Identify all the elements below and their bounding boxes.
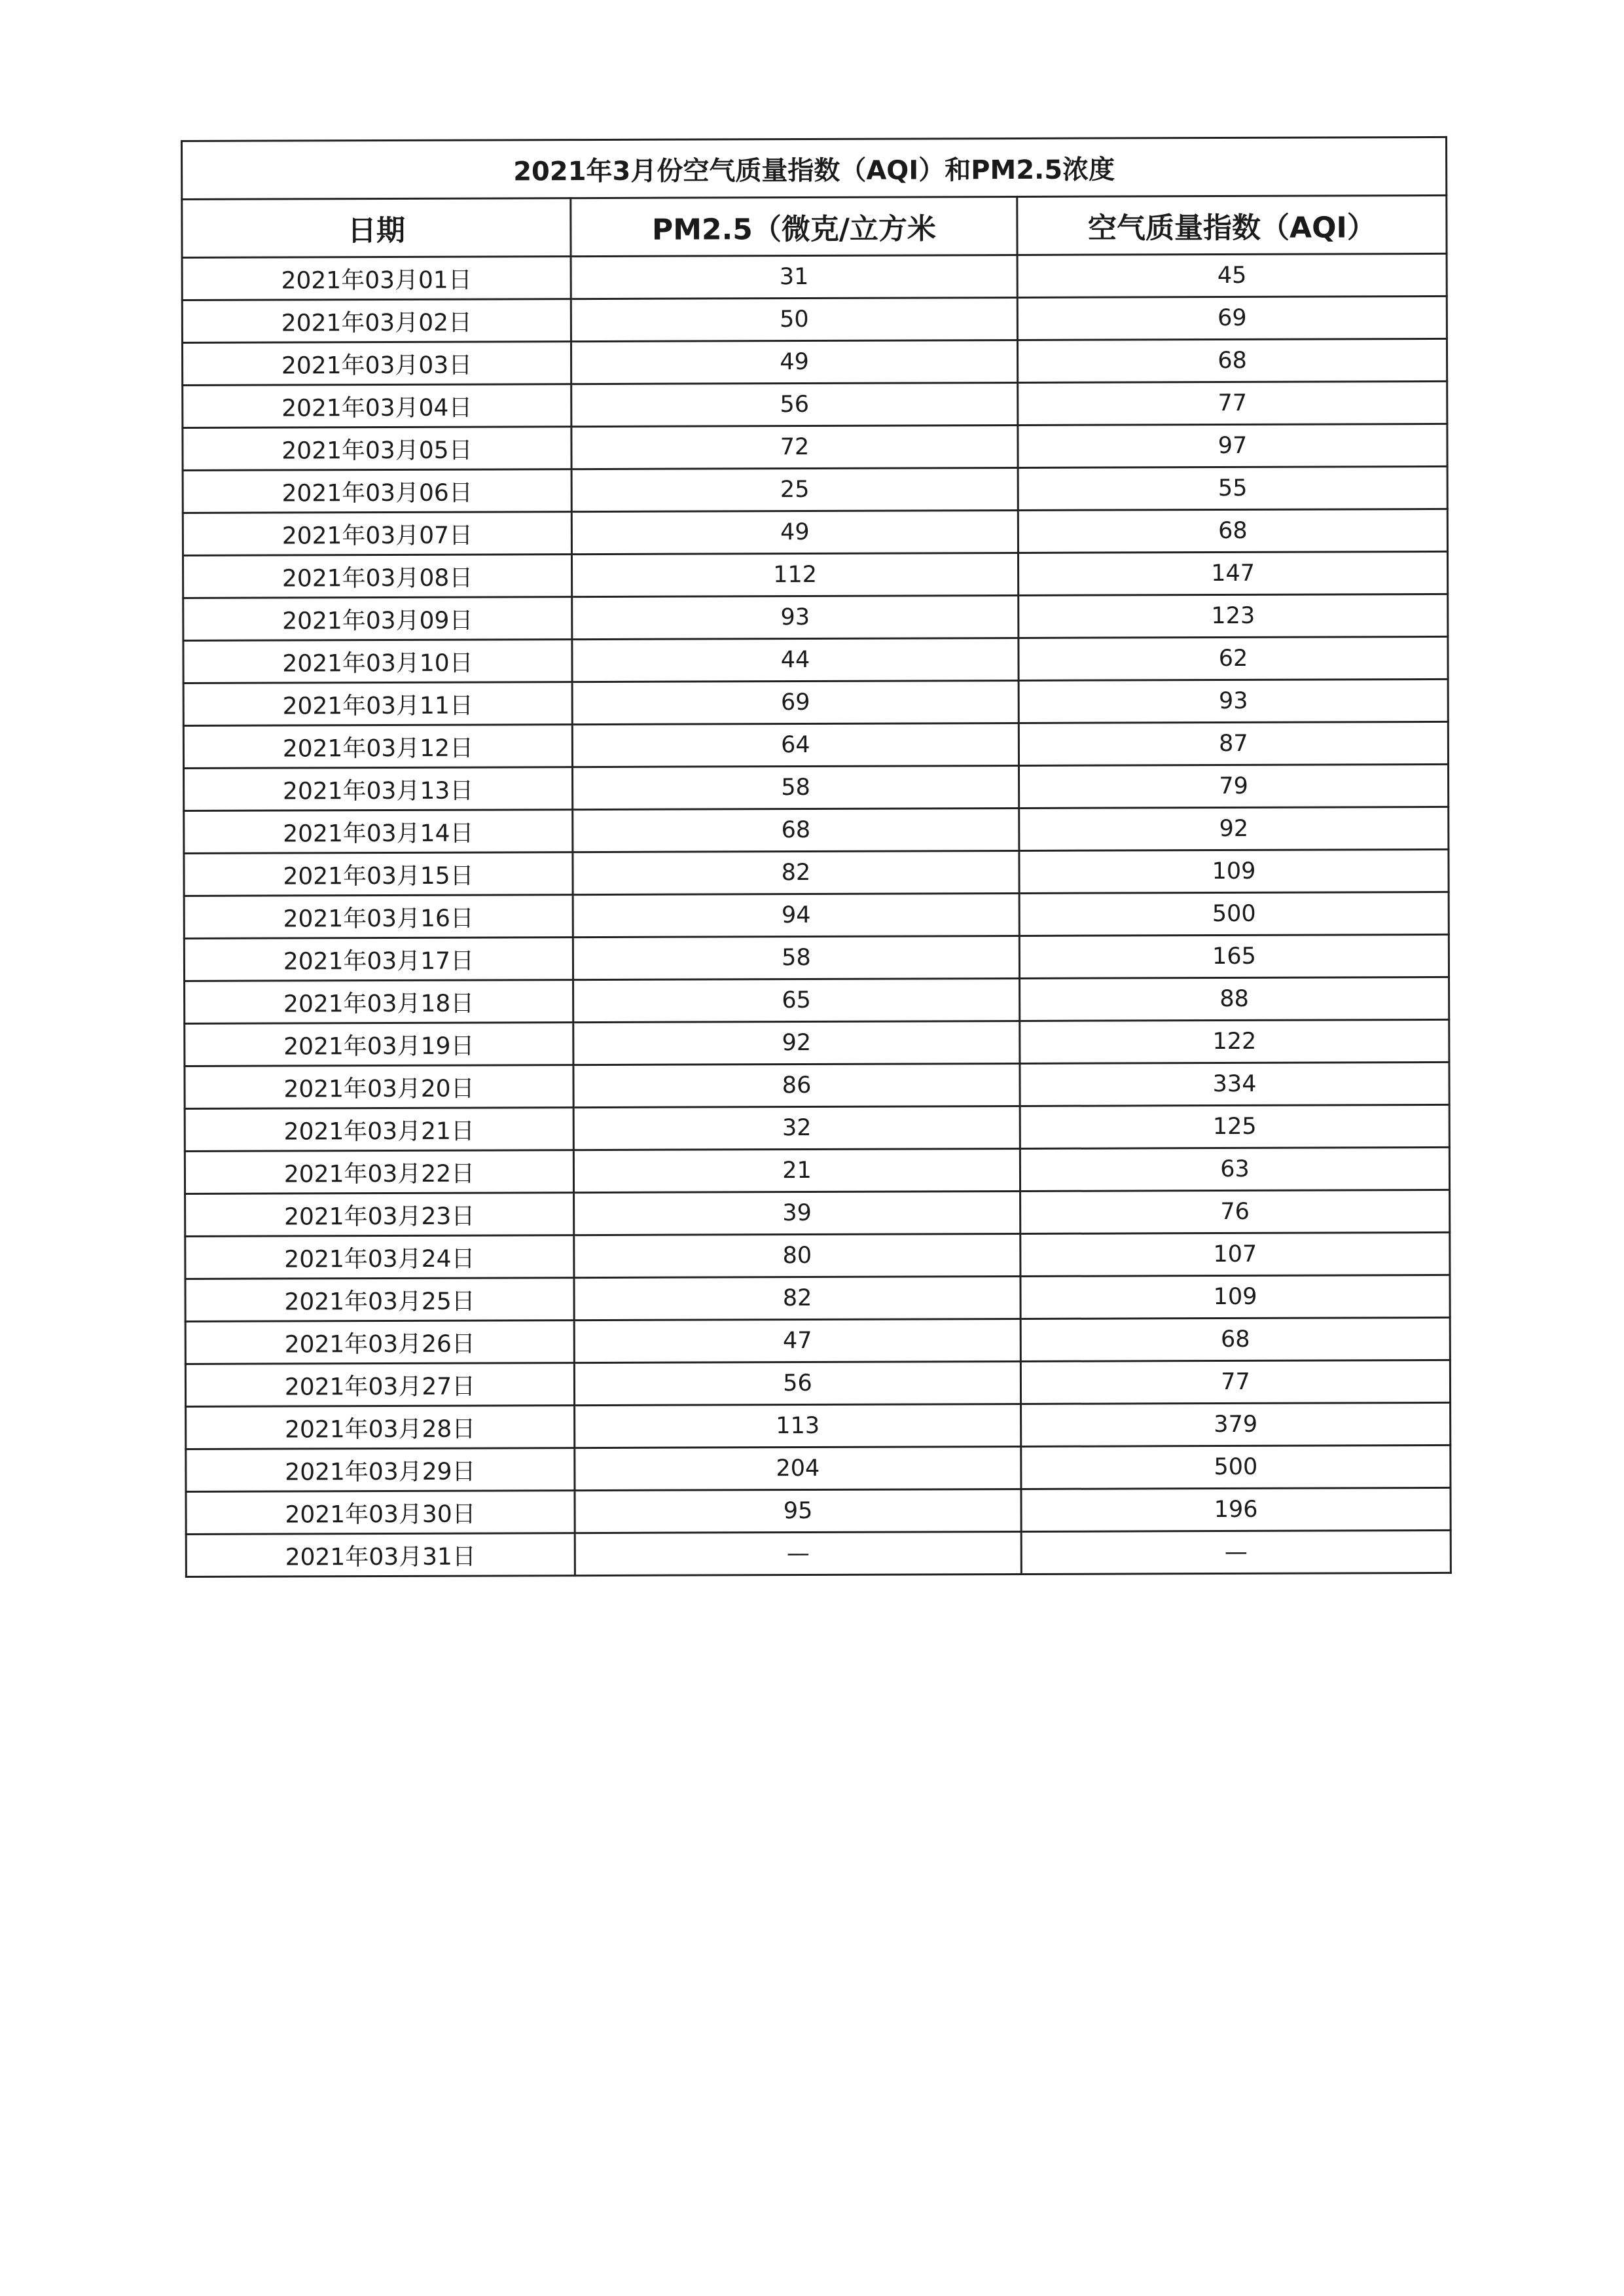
- date-cell: 2021年03月22日: [185, 1150, 573, 1194]
- document-sheet: [181, 136, 1450, 1578]
- pm25-cell: 69: [572, 680, 1019, 724]
- aqi-cell: 122: [1020, 1019, 1449, 1063]
- aqi-cell: 69: [1017, 296, 1447, 340]
- header-aqi: 空气质量指数（AQI）: [1017, 195, 1447, 255]
- pm25-cell: 82: [573, 850, 1019, 894]
- date-cell: 2021年03月30日: [186, 1491, 575, 1535]
- pm25-cell: 39: [574, 1191, 1020, 1235]
- pm25-cell: 58: [573, 765, 1019, 809]
- date-cell: 2021年03月21日: [185, 1108, 573, 1152]
- table-row: [186, 1530, 1451, 1576]
- pm25-cell: 92: [573, 1021, 1020, 1065]
- table-header-row: [182, 195, 1447, 257]
- table-row: [182, 253, 1447, 300]
- table-row: [183, 424, 1447, 470]
- date-cell: 2021年03月23日: [185, 1193, 574, 1237]
- aqi-cell: 125: [1020, 1104, 1449, 1148]
- date-cell: 2021年03月20日: [185, 1065, 573, 1109]
- date-cell: 2021年03月06日: [183, 469, 571, 513]
- table-row: [185, 1104, 1449, 1151]
- header-date: 日期: [182, 198, 571, 258]
- pm25-cell: 58: [573, 936, 1019, 979]
- date-cell: 2021年03月18日: [185, 980, 573, 1024]
- aqi-cell: 97: [1018, 424, 1447, 467]
- table-row: [183, 594, 1448, 640]
- aqi-cell: 123: [1019, 594, 1448, 638]
- pm25-cell: 65: [573, 978, 1020, 1022]
- table-row: [185, 977, 1449, 1023]
- aqi-cell: 76: [1020, 1190, 1450, 1233]
- date-cell: 2021年03月08日: [183, 555, 571, 598]
- aqi-cell: 334: [1020, 1062, 1449, 1106]
- aqi-cell: 68: [1018, 509, 1447, 553]
- table-row: [183, 679, 1448, 725]
- table-row: [185, 1147, 1449, 1194]
- table-row: [183, 509, 1447, 555]
- pm25-cell: 50: [571, 297, 1017, 341]
- pm25-cell: 49: [571, 340, 1017, 384]
- aqi-cell: 87: [1019, 721, 1448, 765]
- date-cell: 2021年03月15日: [184, 852, 573, 896]
- date-cell: 2021年03月13日: [184, 767, 573, 811]
- date-cell: 2021年03月19日: [185, 1023, 573, 1066]
- date-cell: 2021年03月27日: [185, 1363, 574, 1407]
- aqi-cell: 109: [1019, 849, 1449, 893]
- aqi-cell: 63: [1020, 1147, 1449, 1191]
- aqi-cell: 379: [1021, 1402, 1451, 1446]
- table-row: [185, 1360, 1450, 1406]
- table-row: [184, 764, 1449, 811]
- pm25-cell: 56: [571, 382, 1018, 426]
- pm25-cell: 80: [574, 1233, 1020, 1277]
- pm25-cell: 44: [572, 638, 1019, 682]
- table-row: [183, 721, 1448, 768]
- pm25-cell: 47: [574, 1319, 1020, 1362]
- aqi-cell: 88: [1020, 977, 1449, 1021]
- aqi-cell: 45: [1017, 253, 1447, 297]
- aqi-cell: 109: [1020, 1275, 1450, 1319]
- table-title: 2021年3月份空气质量指数（AQI）和PM2.5浓度: [182, 137, 1447, 199]
- aqi-cell: 165: [1019, 934, 1449, 978]
- date-cell: 2021年03月24日: [185, 1235, 574, 1279]
- pm25-cell: 93: [572, 595, 1019, 639]
- table-row: [185, 1062, 1449, 1108]
- table-row: [185, 1190, 1450, 1236]
- aqi-cell: 68: [1020, 1317, 1450, 1361]
- header-pm25: PM2.5（微克/立方米: [571, 196, 1017, 256]
- pm25-cell: 95: [575, 1489, 1021, 1533]
- aqi-cell: 55: [1018, 466, 1447, 510]
- table-row: [184, 849, 1449, 896]
- date-cell: 2021年03月14日: [184, 810, 573, 854]
- pm25-cell: 204: [575, 1446, 1021, 1490]
- pm25-cell: 21: [573, 1148, 1020, 1192]
- table-row: [186, 1487, 1451, 1534]
- table-row: [185, 1019, 1449, 1066]
- aqi-cell: 92: [1019, 807, 1449, 850]
- aqi-cell: 93: [1019, 679, 1448, 723]
- table-row: [183, 551, 1447, 598]
- date-cell: 2021年03月05日: [183, 427, 571, 471]
- table-row: [185, 1317, 1450, 1364]
- table-row: [185, 1232, 1450, 1279]
- table-row: [185, 1275, 1450, 1321]
- aqi-cell: 77: [1018, 381, 1447, 425]
- date-cell: 2021年03月02日: [182, 299, 571, 343]
- pm25-cell: 64: [572, 723, 1019, 767]
- date-cell: 2021年03月07日: [183, 512, 571, 556]
- date-cell: 2021年03月28日: [186, 1406, 575, 1449]
- pm25-cell: 32: [573, 1106, 1020, 1150]
- pm25-cell: 72: [571, 425, 1018, 469]
- date-cell: 2021年03月01日: [182, 257, 571, 301]
- aqi-cell: 62: [1019, 636, 1448, 680]
- table-body: [182, 253, 1451, 1576]
- air-quality-table: [181, 136, 1452, 1578]
- aqi-cell: 500: [1021, 1445, 1451, 1489]
- pm25-cell: 25: [571, 467, 1018, 511]
- date-cell: 2021年03月04日: [183, 384, 571, 428]
- date-cell: 2021年03月26日: [185, 1321, 574, 1364]
- table-row: [183, 466, 1447, 513]
- date-cell: 2021年03月09日: [183, 597, 572, 641]
- date-cell: 2021年03月12日: [183, 725, 572, 769]
- table-row: [182, 296, 1447, 342]
- pm25-cell: 68: [573, 808, 1019, 852]
- date-cell: 2021年03月17日: [184, 938, 573, 981]
- date-cell: 2021年03月16日: [184, 895, 573, 939]
- aqi-cell: 79: [1019, 764, 1449, 808]
- date-cell: 2021年03月11日: [183, 682, 572, 726]
- pm25-cell: 113: [575, 1404, 1021, 1448]
- aqi-cell: 68: [1017, 338, 1447, 382]
- date-cell: 2021年03月03日: [182, 342, 571, 386]
- pm25-cell: —: [575, 1531, 1021, 1575]
- table-row: [184, 934, 1449, 981]
- pm25-cell: 86: [573, 1063, 1020, 1107]
- aqi-cell: 107: [1020, 1232, 1450, 1276]
- aqi-cell: 147: [1018, 551, 1447, 595]
- aqi-cell: 77: [1020, 1360, 1450, 1404]
- table-title-row: [182, 137, 1447, 199]
- pm25-cell: 112: [571, 553, 1018, 596]
- table-row: [184, 807, 1449, 853]
- pm25-cell: 49: [571, 510, 1018, 554]
- aqi-cell: 196: [1021, 1487, 1451, 1531]
- pm25-cell: 82: [574, 1276, 1020, 1320]
- date-cell: 2021年03月25日: [185, 1278, 574, 1322]
- pm25-cell: 56: [574, 1361, 1020, 1405]
- pm25-cell: 31: [571, 255, 1017, 299]
- aqi-cell: —: [1021, 1530, 1451, 1574]
- table-row: [186, 1402, 1451, 1449]
- table-row: [183, 636, 1448, 683]
- table-row: [184, 892, 1449, 938]
- table-row: [186, 1445, 1451, 1491]
- table-row: [183, 381, 1447, 428]
- table-row: [182, 338, 1447, 385]
- date-cell: 2021年03月10日: [183, 640, 572, 683]
- date-cell: 2021年03月31日: [186, 1533, 575, 1577]
- pm25-cell: 94: [573, 893, 1019, 937]
- aqi-cell: 500: [1019, 892, 1449, 936]
- date-cell: 2021年03月29日: [186, 1448, 575, 1492]
